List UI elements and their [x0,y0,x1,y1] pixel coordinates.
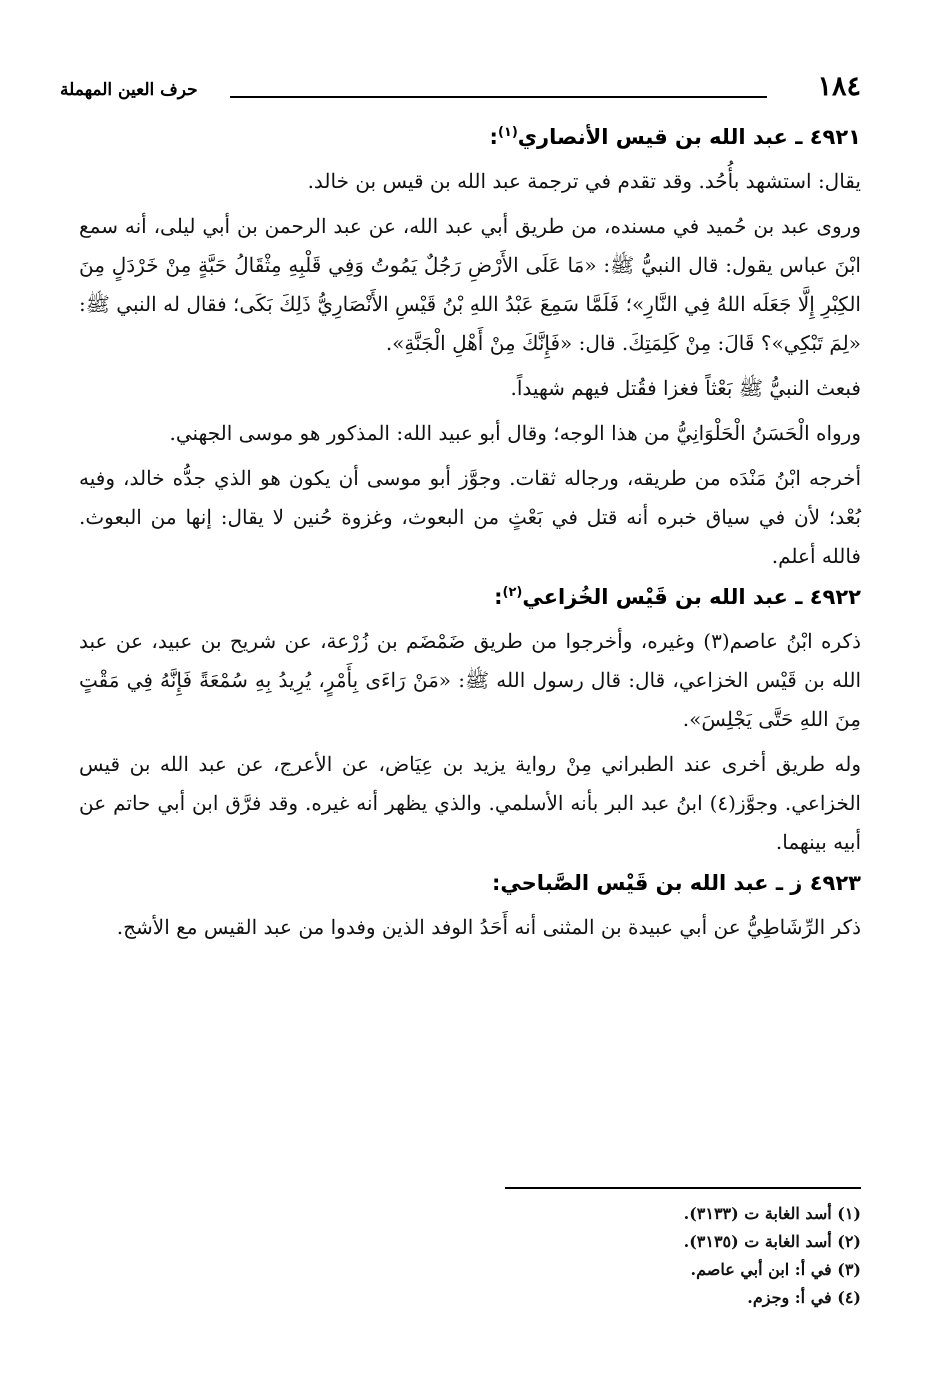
footnote-rule [505,1187,861,1189]
heading-colon: : [494,585,503,609]
footnote: (١) أسد الغابة ت (٣١٣٣). [683,1204,861,1223]
entry-heading [79,868,861,898]
running-header [0,70,939,110]
paragraph: يقال: استشهد بأُحُد. وقد تقدم في ترجمة عبد الله بن قيس بن خالد. [307,169,861,193]
footnotes [361,1200,861,1312]
chapter-title: حرف العين المهملة [60,80,198,100]
header-rule [230,96,767,98]
heading-colon: : [489,125,498,149]
heading-colon: : [492,871,501,895]
main-text [79,122,861,953]
footnote: (٤) في أ: وجزم. [747,1288,861,1307]
entry-heading-text: ٤٩٢١ ـ عبد الله بن قيس الأنصاري [517,125,861,149]
paragraph: ذكره ابْنُ عاصم(٣) وغيره، وأخرجوا من طريق ضَمْضَم بن زُرْعة، عن شريح بن عبيد، عن عبد الله بن قَيْس الخزاعي، قال: قال رسول الله ﷺ: «مَنْ رَاءَى بِأَمْرٍ، يُرِيدُ بِهِ سُمْعَةً فَإِنَّهُ فِي مَقْتٍ مِنَ اللهِ حَتَّى يَجْلِسَ». [79,629,862,731]
footnote-ref: (٢) [502,585,523,600]
page-number: ١٨٤ [817,71,861,102]
paragraph: وروى عبد بن حُميد في مسنده، من طريق أبي عبد الله، عن عبد الرحمن بن أبي ليلى، أنه سمع ابْنَ عباس يقول: قال النبيُّ ﷺ: «مَا عَلَى الأَرْضِ رَجُلٌ يَمُوتُ وَفِي قَلْبِهِ مِثْقَالُ حَبَّةٍ مِنْ خَرْدَلٍ مِنَ الكِبْرِ إِلَّا جَعَلَه اللهُ فِي النَّارِ»؛ فَلَمَّا سَمِعَ عَبْدُ اللهِ بْنُ قَيْسِ الأَنْصَارِيُّ ذَلِكَ بَكَى؛ فقال له النبي ﷺ: «لِمَ تَبْكِي»؟ قَالَ: مِنْ كَلِمَتِكَ. قال: «فَإِنَّكَ مِنْ أَهْلِ الْجَنَّةِ». [79,214,861,355]
entry-heading-text: ٤٩٢٢ ـ عبد الله بن قَيْس الخُزاعي [522,585,861,609]
paragraph: فبعث النبيُّ ﷺ بَعْثاً فغزا فقُتل فيهم شهيداً. [510,376,861,400]
entry-heading-text: ٤٩٢٣ ز ـ عبد الله بن قَيْس الصَّباحي [500,871,861,895]
entry-4923 [79,868,861,947]
paragraph: ورواه الْحَسَنُ الْحَلْوَانِيُّ من هذا الوجه؛ وقال أبو عبيد الله: المذكور هو موسى الجهني. [169,421,861,445]
entry-heading [79,582,861,612]
footnote-ref: (١) [497,125,518,140]
entry-heading [79,122,861,152]
footnote: (٢) أسد الغابة ت (٣١٣٥). [683,1232,861,1251]
entry-4921 [79,122,861,576]
footnote: (٣) في أ: ابن أبي عاصم. [690,1260,861,1279]
paragraph: أخرجه ابْنُ مَنْدَه من طريقه، ورجاله ثقات. وجوَّز أبو موسى أن يكون هو الذي جدُّه خالد، وفيه بُعْد؛ لأن في سياق خبره أنه قتل في بَعْثٍ من البعوث، وغزوة حُنين لا يقال: إنها من البعوث. فالله أعلم. [79,466,861,568]
entry-4922 [79,582,861,862]
paragraph: وله طريق أخرى عند الطبراني مِنْ رواية يزيد بن عِيَاض، عن الأعرج، عن عبد الله بن قيس الخزاعي. وجوَّز(٤) ابنُ عبد البر بأنه الأسلمي. والذي يظهر أنه غيره. وقد فرَّق ابن أبي حاتم عن أبيه بينهما. [79,752,861,854]
paragraph: ذكر الرِّشَاطِيُّ عن أبي عبيدة بن المثنى أنه أَحَدُ الوفد الذين وفدوا من عبد القيس مع الأشج. [116,915,861,939]
